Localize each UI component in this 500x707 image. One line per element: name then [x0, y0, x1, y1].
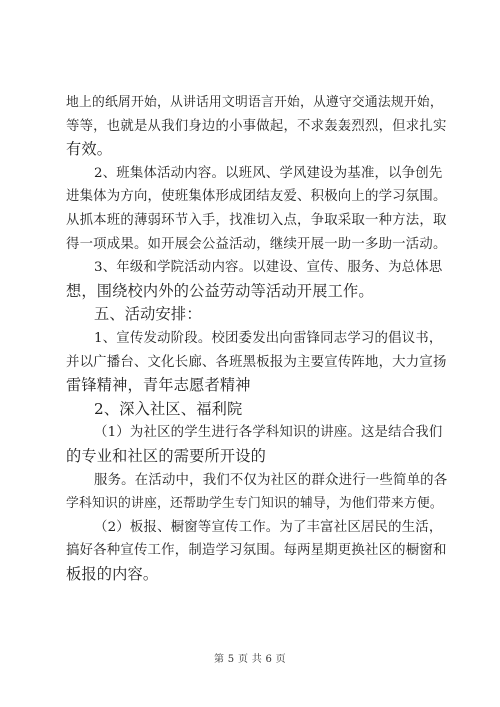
text-line: 并以广播台、文化长廊、各班黑板报为主要宣传阵地，大力宣扬 — [66, 354, 447, 370]
text-line: 搞好各种宣传工作，制造学习氛围。每两星期更换社区的橱窗和 — [66, 543, 447, 559]
text-line: 进集体为方向，使班集体形成团结友爱、积极向上的学习氛围。 — [66, 189, 447, 205]
text-line: 的专业和社区的需要所开设的 — [66, 446, 267, 465]
text-line: 2、班集体活动内容。以班风、学风建设为基准，以争创先 — [94, 165, 443, 181]
text-line: 想，围绕校内外的公益劳动等活动开展工作。 — [66, 281, 374, 300]
text-line: 等等，也就是从我们身边的小事做起，不求轰轰烈烈，但求扎实 — [66, 118, 447, 134]
text-line: 得一项成果。如开展会公益活动，继续开展一助一多助一活动。 — [66, 236, 447, 252]
document-body — [66, 91, 446, 586]
text-line: 学科知识的讲座，还帮助学生专门知识的辅导，为他们带来方便。 — [66, 496, 443, 512]
section-heading: 五、活动安排： — [94, 305, 202, 324]
text-line: 2、深入社区、福利院 — [94, 399, 243, 418]
text-line: 服务。在活动中，我们不仅为社区的群众进行一些简单的各 — [94, 472, 448, 488]
text-line: 3、年级和学院活动内容。以建设、宣传、服务、为总体思 — [94, 260, 443, 276]
text-line: 从抓本班的薄弱环节入手，找准切入点，争取采取一种方法，取 — [66, 212, 447, 228]
text-line: （1）为社区的学生进行各学科知识的讲座。这是结合我们 — [94, 425, 443, 441]
page-footer — [0, 650, 500, 665]
page-number-label: 第 5 页 共 6 页 — [214, 654, 286, 665]
text-line: 1、宣传发动阶段。校团委发出向雷锋同志学习的倡议书， — [94, 330, 443, 346]
text-line: 板报的内容。 — [66, 564, 159, 583]
text-line: 雷锋精神，青年志愿者精神 — [66, 376, 251, 395]
text-line: （2）板报、橱窗等宣传工作。为了丰富社区居民的生活， — [94, 519, 443, 535]
text-line: 有效。 — [66, 140, 113, 159]
text-line: 地上的纸屑开始，从讲话用文明语言开始，从遵守交通法规开始， — [66, 95, 443, 110]
